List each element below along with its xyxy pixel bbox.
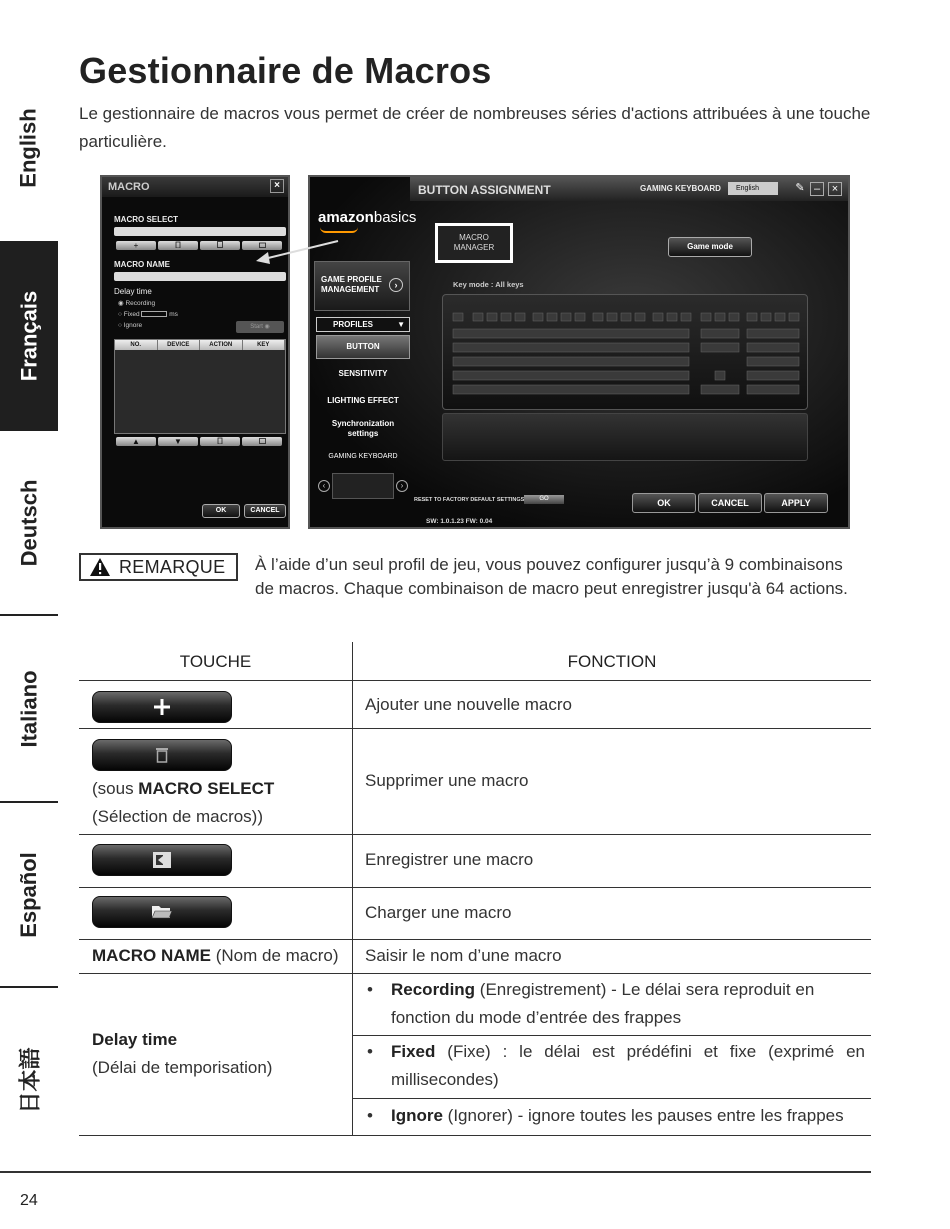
remark-badge — [79, 553, 238, 581]
chevron-down-icon: ▼ — [397, 320, 405, 329]
trash-icon — [217, 437, 223, 444]
ok-button[interactable]: OK — [632, 493, 696, 513]
delete-button — [92, 739, 232, 771]
lang-label: Español — [16, 851, 42, 938]
lang-tab-espanol[interactable] — [0, 803, 58, 986]
warning-icon — [89, 557, 111, 577]
keyboard-keys — [443, 295, 809, 411]
sidebar-item-lighting-effect[interactable]: LIGHTING EFFECT — [327, 396, 399, 405]
macro-manager-line1: MACRO — [459, 233, 489, 242]
row-divider — [79, 1135, 871, 1136]
lang-tab-english[interactable] — [0, 55, 58, 240]
macro-name-input[interactable] — [114, 272, 286, 281]
lang-label: Français — [16, 290, 41, 382]
sidebar-item-sensitivity[interactable]: SENSITIVITY — [338, 369, 388, 378]
close-icon[interactable]: × — [828, 182, 842, 196]
row-function: Ajouter une nouvelle macro — [365, 695, 572, 714]
reset-label: RESET TO FACTORY DEFAULT SETTINGS — [414, 497, 525, 503]
trash-icon — [175, 241, 181, 248]
row-divider — [79, 680, 871, 681]
row-divider — [353, 1035, 871, 1036]
lang-tab-deutsch[interactable] — [0, 432, 58, 614]
row-function: Supprimer une macro — [365, 771, 529, 790]
chevron-right-icon[interactable]: › — [396, 480, 408, 492]
ignore-radio[interactable]: ○ Ignore — [118, 322, 143, 329]
move-down-button[interactable]: ▼ — [158, 437, 198, 446]
fixed-unit: ms — [169, 311, 178, 318]
lang-tab-japanese[interactable] — [0, 988, 58, 1173]
trash-icon — [154, 746, 170, 764]
row-key — [92, 942, 339, 970]
header-touche: TOUCHE — [179, 652, 252, 671]
row-function: Saisir le nom d’une macro — [365, 946, 562, 965]
remark-text: À l’aide d’un seul profil de jeu, vous pouvez configurer jusqu’à 9 combinaisons de macros. Chaque combinaison de macro peut enregistrer jusqu'à 64 actions. — [255, 555, 848, 598]
option-bold: Ignore — [391, 1106, 443, 1125]
row-function: Enregistrer une macro — [365, 850, 534, 869]
macro-cancel-button[interactable]: CANCEL — [244, 504, 286, 518]
chevron-left-icon[interactable]: ‹ — [318, 480, 330, 492]
option-ignore — [365, 1102, 865, 1130]
wrist-rest — [442, 413, 808, 461]
language-select[interactable]: English — [728, 182, 778, 195]
lang-tab-francais[interactable] — [0, 241, 58, 431]
option-text: (Enregistrement) - Le délai sera reproduit en fonction du mode d’entrée des frappes — [391, 980, 815, 1027]
settings-icon[interactable]: ✎ — [795, 182, 805, 194]
add-macro-button[interactable]: + — [116, 241, 156, 250]
macro-window — [100, 175, 290, 529]
note-prefix: (sous — [92, 779, 139, 798]
row-key — [92, 1026, 272, 1082]
plus-icon — [153, 698, 171, 716]
insert-action-button[interactable] — [242, 437, 282, 446]
device-name: GAMING KEYBOARD — [640, 184, 721, 193]
save-button — [92, 844, 232, 876]
row-divider — [353, 1098, 871, 1099]
recording-label: Recording — [125, 300, 156, 307]
keyboard-thumbnail — [332, 473, 394, 499]
save-icon — [152, 851, 172, 869]
note-suffix: (Sélection de macros)) — [92, 807, 264, 826]
delay-time-label: Delay time — [114, 287, 152, 296]
fixed-label: Fixed — [123, 311, 140, 318]
col-no: NO. — [115, 340, 158, 350]
bullet-icon: • — [367, 1042, 373, 1061]
option-text: (Ignorer) - ignore toutes les pauses entre les frappes — [442, 1106, 844, 1125]
sidebar-item-button[interactable]: BUTTON — [316, 335, 410, 359]
row-divider — [79, 728, 871, 729]
bullet-icon: • — [367, 980, 373, 999]
software-screenshot — [100, 175, 850, 530]
footer-rule — [0, 1171, 871, 1173]
macro-name-label: MACRO NAME — [114, 260, 170, 269]
row-divider — [79, 887, 871, 888]
option-bold: Recording — [391, 980, 476, 999]
add-button — [92, 691, 232, 723]
start-label: Start — [250, 324, 263, 330]
lang-label: Deutsch — [16, 479, 42, 567]
row-divider — [79, 973, 871, 974]
apply-button[interactable]: APPLY — [764, 493, 828, 513]
game-profile-management-button[interactable] — [314, 261, 410, 311]
profiles-dropdown[interactable] — [316, 317, 410, 332]
main-window-titlebar — [410, 177, 848, 201]
option-fixed — [365, 1038, 865, 1094]
sync-line1: Synchronization — [331, 419, 395, 428]
amazonbasics-logo: amazonbasics — [318, 209, 417, 226]
page-number: 24 — [20, 1192, 38, 1209]
logo-smile — [320, 227, 358, 233]
save-icon — [217, 241, 223, 248]
key-bold: MACRO NAME — [92, 946, 211, 965]
lang-label: English — [16, 107, 42, 188]
game-profile-line2: MANAGEMENT — [321, 285, 380, 294]
macro-window-title: MACRO — [108, 181, 150, 193]
col-device: DEVICE — [158, 340, 201, 350]
row-key-note — [92, 775, 274, 831]
chevron-right-icon: › — [389, 278, 403, 292]
lang-label: 日本語 — [17, 1047, 43, 1114]
key-rest: (Délai de temporisation) — [92, 1058, 273, 1077]
delete-macro-button[interactable] — [158, 241, 198, 250]
close-icon[interactable]: × — [270, 179, 284, 193]
header-fonction: FONCTION — [567, 652, 657, 671]
sidebar-item-synchronization[interactable] — [316, 419, 410, 439]
option-bold: Fixed — [391, 1042, 436, 1061]
fixed-delay-input[interactable] — [141, 311, 167, 317]
sidebar-item-gaming-keyboard[interactable]: GAMING KEYBOARD — [328, 453, 398, 460]
macro-manager-line2: MANAGER — [453, 243, 495, 252]
recording-radio[interactable]: ◉ Recording — [118, 300, 156, 307]
row-function: Charger une macro — [365, 903, 512, 922]
ignore-label: Ignore — [123, 322, 143, 329]
macro-ok-button[interactable]: OK — [202, 504, 240, 518]
button-assignment-window — [308, 175, 850, 529]
game-profile-line1: GAME PROFILE — [321, 275, 382, 284]
page-title: Gestionnaire de Macros — [79, 50, 492, 91]
folder-open-icon — [151, 903, 173, 921]
version-label: SW: 1.0.1.23 FW: 0.04 — [426, 518, 493, 525]
row-divider — [79, 834, 871, 835]
lang-tab-italiano[interactable] — [0, 616, 58, 801]
profiles-label: PROFILES — [333, 320, 374, 329]
bullet-icon: • — [367, 1106, 373, 1125]
option-recording — [365, 976, 865, 1032]
row-divider — [79, 939, 871, 940]
minimize-icon[interactable]: – — [810, 182, 824, 196]
save-macro-button[interactable] — [200, 241, 240, 250]
col-action: ACTION — [200, 340, 243, 350]
pointer-arrow — [250, 237, 340, 267]
col-key: KEY — [243, 340, 286, 350]
remark-label: REMARQUE — [119, 556, 226, 577]
macro-select-label: MACRO SELECT — [114, 215, 178, 224]
key-bold: Delay time — [92, 1030, 178, 1049]
note-bold: MACRO SELECT — [138, 779, 275, 798]
fixed-radio[interactable]: ○ Fixed ms — [118, 311, 178, 318]
macro-manager-button[interactable] — [435, 223, 513, 263]
move-up-button[interactable]: ▲ — [116, 437, 156, 446]
cancel-button[interactable]: CANCEL — [698, 493, 762, 513]
delete-action-button[interactable] — [200, 437, 240, 446]
start-button[interactable]: Start ◉ — [236, 321, 284, 333]
macro-actions-table — [114, 339, 286, 434]
keyboard-image[interactable] — [442, 294, 808, 410]
macro-select-dropdown[interactable] — [114, 227, 286, 236]
lang-label: Italiano — [16, 669, 42, 748]
column-divider — [352, 642, 353, 1136]
load-button — [92, 896, 232, 928]
go-button[interactable]: GO — [524, 495, 564, 504]
table-header — [115, 340, 285, 350]
key-mode-label: Key mode : All keys — [453, 280, 524, 289]
intro-paragraph: Le gestionnaire de macros vous permet de créer de nombreuses séries d'actions attribuées à une touche particulière. — [79, 104, 871, 151]
main-window-title: BUTTON ASSIGNMENT — [418, 183, 551, 197]
sync-line2: settings — [347, 429, 379, 438]
option-text: (Fixe) : le délai est prédéfini et fixe (exprimé en millisecondes) — [391, 1042, 865, 1089]
macro-window-titlebar — [102, 177, 288, 197]
game-mode-button[interactable]: Game mode — [668, 237, 752, 257]
insert-icon — [259, 438, 266, 444]
key-rest: (Nom de macro) — [211, 946, 339, 965]
